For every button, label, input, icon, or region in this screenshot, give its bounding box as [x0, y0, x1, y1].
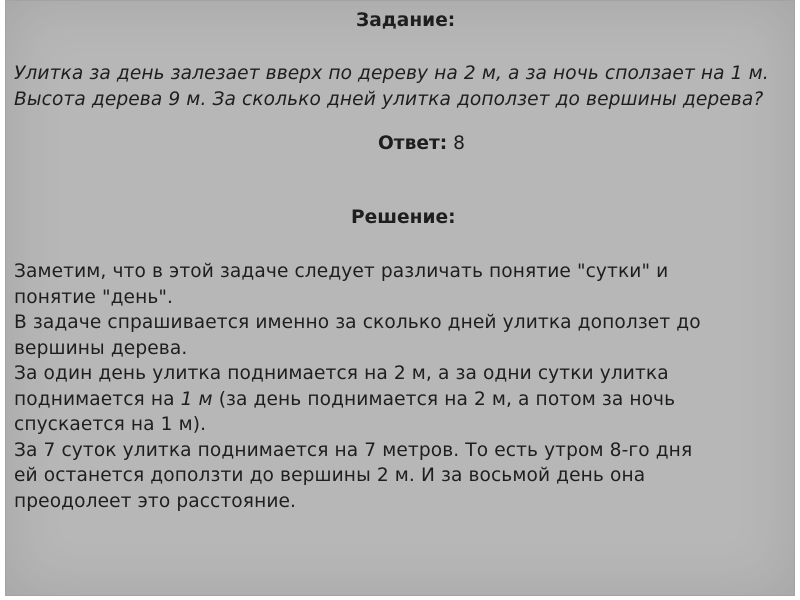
solution-line: преодолеет это расстояние.: [14, 490, 297, 512]
solution-line: В задаче спрашивается именно за сколько дней улитка доползет до: [14, 312, 701, 333]
solution-line: За 7 суток улитка поднимается на 7 метров. То есть утром 8-го дня: [14, 439, 693, 461]
solution-line: вершины дерева.: [14, 337, 188, 359]
solution-text: [14, 259, 794, 514]
solution-line-part: (за день поднимается на 2 м, а потом за ночь: [212, 388, 676, 410]
task-text: Улитка за день залезает вверх по дереву на 2 м, а за ночь сползает на 1 м. Высота дерева 9 м. За сколько дней улитка доползет до вершины дерева?: [14, 63, 769, 110]
solution-heading: Решение:: [351, 207, 456, 228]
solution-line-part: поднимается на: [14, 388, 181, 410]
solution-line: понятие "день".: [14, 286, 174, 308]
answer: [378, 132, 465, 156]
solution-line: За один день улитка поднимается на 2 м, а за одни сутки улитка: [14, 363, 669, 384]
answer-value: 8: [453, 133, 465, 154]
solution-line: ей останется доползти до вершины 2 м. И за восьмой день она: [14, 465, 646, 486]
solution-line: спускается на 1 м).: [14, 414, 207, 435]
task-heading: Задание:: [356, 10, 456, 31]
slide: [5, 0, 795, 596]
solution-line: Заметим, что в этой задаче следует различать понятие "сутки" и: [14, 261, 669, 282]
solution-italic-value: 1 м: [180, 388, 213, 410]
answer-label: Ответ:: [378, 133, 448, 154]
solution-line: [14, 387, 794, 413]
